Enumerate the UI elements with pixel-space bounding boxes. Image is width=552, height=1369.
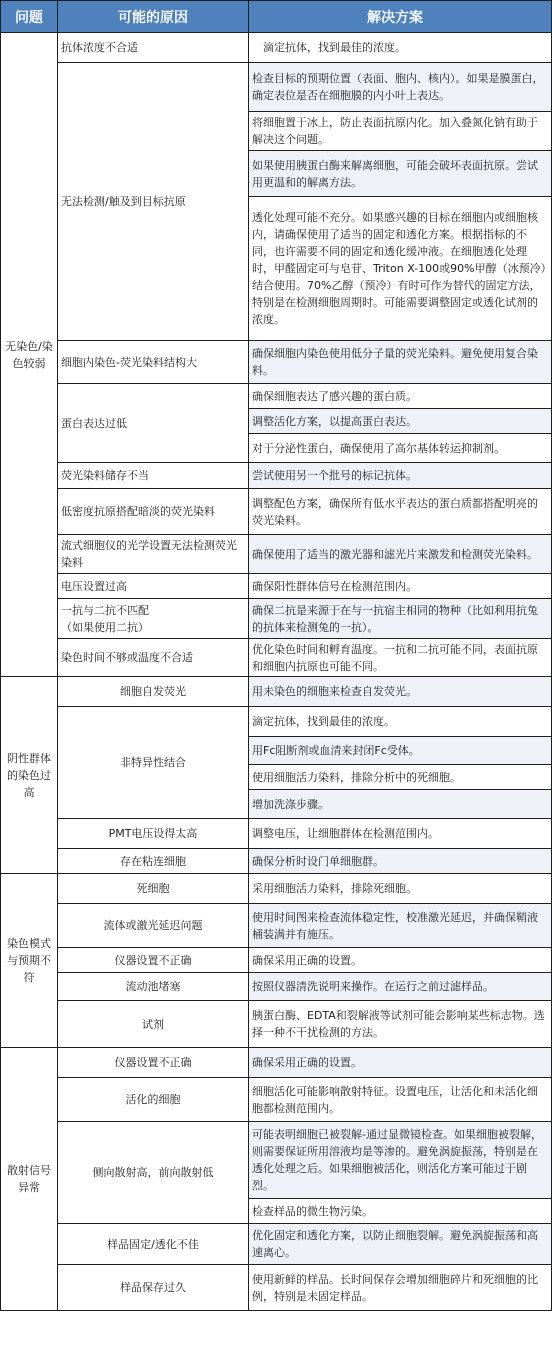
table-row [1, 639, 552, 677]
cause-cell: 染色时间不够或温度不合适 [58, 639, 249, 677]
cause-cell: 电压设置过高 [58, 574, 249, 599]
cause-cell: 活化的细胞 [58, 1078, 249, 1122]
solution-cell: 确保分析时设门单细胞群。 [249, 849, 552, 874]
table-row [1, 1224, 552, 1265]
solution-cell: 调整活化方案，以提高蛋白表达。 [249, 409, 552, 434]
solution-cell: 用未染色的细胞来检查自发荧光。 [249, 677, 552, 707]
header-row [1, 1, 552, 33]
table-row [1, 33, 552, 63]
cause-cell: 仪器设置不正确 [58, 1048, 249, 1078]
table-row [1, 707, 552, 737]
cause-cell: PMT电压设得太高 [58, 819, 249, 849]
table-row [1, 874, 552, 904]
cause-cell: 样品保存过久 [58, 1265, 249, 1311]
table-row [1, 819, 552, 849]
solution-cell: 如果使用胰蛋白酶来解离细胞，可能会破坏表面抗原。尝试用更温和的解离方法。 [249, 151, 552, 197]
cause-cell: 细胞内染色-荧光染料结构大 [58, 341, 249, 384]
solution-cell: 对于分泌性蛋白，确保使用了高尔基体转运抑制剂。 [249, 434, 552, 463]
solution-cell: 使用时间图来检查流体稳定性，校准激光延迟，并确保鞘液桶装满并有施压。 [249, 904, 552, 948]
table-row [1, 384, 552, 409]
table-row [1, 904, 552, 948]
table-row [1, 1122, 552, 1199]
solution-cell: 确保细胞表达了感兴趣的蛋白质。 [249, 384, 552, 409]
cause-cell: 存在粘连细胞 [58, 849, 249, 874]
solution-cell: 确保采用正确的设置。 [249, 1048, 552, 1078]
cause-cell: 流式细胞仪的光学设置无法检测荧光染料 [58, 535, 249, 574]
table-row [1, 341, 552, 384]
solution-cell: 增加洗涤步骤。 [249, 790, 552, 819]
cause-cell: 仪器设置不正确 [58, 948, 249, 973]
solution-cell: 确保阳性群体信号在检测范围内。 [249, 574, 552, 599]
table-row [1, 849, 552, 874]
table-row [1, 63, 552, 112]
issue-cell: 染色模式与预期不符 [1, 874, 58, 1048]
solution-cell: 检查目标的预期位置（表面、胞内、核内）。如果是膜蛋白，确定表位是否在细胞膜的内小叶上表达。 [249, 63, 552, 112]
solution-cell: 将细胞置于冰上，防止表面抗原内化。加入叠氮化钠有助于解决这个问题。 [249, 112, 552, 151]
table-row [1, 948, 552, 973]
solution-cell: 使用新鲜的样品。长时间保存会增加细胞碎片和死细胞的比例，特别是未固定样品。 [249, 1265, 552, 1311]
header-issue: 问题 [1, 1, 58, 33]
solution-cell: 优化固定和透化方案，以防止细胞裂解。避免涡旋振荡和高速离心。 [249, 1224, 552, 1265]
solution-cell: 按照仪器清洗说明来操作。在运行之前过滤样品。 [249, 973, 552, 1001]
table-row [1, 574, 552, 599]
cause-cell: 非特异性结合 [58, 707, 249, 819]
table-row [1, 1048, 552, 1078]
header-cause: 可能的原因 [58, 1, 249, 33]
cause-cell: 一抗与二抗不匹配 （如果使用二抗） [58, 599, 249, 639]
solution-cell: 调整电压，让细胞群体在检测范围内。 [249, 819, 552, 849]
cause-cell: 细胞自发荧光 [58, 677, 249, 707]
solution-cell: 可能表明细胞已被裂解-通过显微镜检查。如果细胞被裂解，则需要保证所用溶液均是等渗的。避免涡旋振荡，特别是在透化处理之后。如果细胞被活化，则活化方案可能过于剧烈。 [249, 1122, 552, 1199]
table-row [1, 973, 552, 1001]
issue-cell: 散射信号异常 [1, 1048, 58, 1311]
table-row [1, 535, 552, 574]
solution-cell: 使用细胞活力染料，排除分析中的死细胞。 [249, 765, 552, 790]
solution-cell: 透化处理可能不充分。如果感兴趣的目标在细胞内或细胞核内，请确保使用了适当的固定和透化方案。根据指标的不同，也许需要不同的固定和透化缓冲液。在细胞透化处理时，甲醛固定可与皂苷、Triton X-100或90%甲醇（冰预冷）结合使用。70%乙醇（预冷）有时可作为替代的固定方法，特别是在检测细胞周期时。可能需要调整固定或透化试剂的浓度。 [249, 197, 552, 341]
issue-cell: 阴性群体的染色过高 [1, 677, 58, 874]
solution-cell: 调整配色方案，确保所有低水平表达的蛋白质都搭配明亮的荧光染料。 [249, 489, 552, 535]
table-row [1, 1001, 552, 1048]
cause-cell: 蛋白表达过低 [58, 384, 249, 463]
solution-cell: 胰蛋白酶、EDTA和裂解液等试剂可能会影响某些标志物。选择一种不干扰检测的方法。 [249, 1001, 552, 1048]
table-row [1, 489, 552, 535]
cause-cell: 低密度抗原搭配暗淡的荧光染料 [58, 489, 249, 535]
cause-cell: 流动池堵塞 [58, 973, 249, 1001]
table-row [1, 463, 552, 489]
table-row [1, 677, 552, 707]
solution-cell: 确保二抗是来源于在与一抗宿主相同的物种（比如利用抗兔的抗体来检测兔的一抗）。 [249, 599, 552, 639]
table-row [1, 599, 552, 639]
solution-cell: 确保采用正确的设置。 [249, 948, 552, 973]
solution-cell: 滴定抗体，找到最佳的浓度。 [249, 707, 552, 737]
solution-cell: 优化染色时间和孵育温度。一抗和二抗可能不同，表面抗原和细胞内抗原也可能不同。 [249, 639, 552, 677]
table-row [1, 1265, 552, 1311]
solution-cell: 确保细胞内染色使用低分子量的荧光染料。避免使用复合染料。 [249, 341, 552, 384]
table-row [1, 1078, 552, 1122]
issue-cell: 无染色/染色较弱 [1, 33, 58, 677]
cause-cell: 样品固定/透化不佳 [58, 1224, 249, 1265]
header-solution: 解决方案 [249, 1, 552, 33]
solution-cell: 细胞活化可能影响散射特征。设置电压，让活化和未活化细胞都检测范围内。 [249, 1078, 552, 1122]
solution-cell: 检查样品的微生物污染。 [249, 1199, 552, 1224]
cause-cell: 无法检测/触及到目标抗原 [58, 63, 249, 341]
solution-cell: 确保使用了适当的激光器和滤光片来激发和检测荧光染料。 [249, 535, 552, 574]
cause-cell: 流体或激光延迟问题 [58, 904, 249, 948]
cause-cell: 抗体浓度不合适 [58, 33, 249, 63]
cause-cell: 侧向散射高，前向散射低 [58, 1122, 249, 1224]
solution-cell: 尝试使用另一个批号的标记抗体。 [249, 463, 552, 489]
cause-cell: 死细胞 [58, 874, 249, 904]
solution-cell: 滴定抗体，找到最佳的浓度。 [249, 33, 552, 63]
solution-cell: 用Fc阻断剂或血清来封闭Fc受体。 [249, 737, 552, 765]
table-body [1, 33, 552, 1311]
cause-cell: 试剂 [58, 1001, 249, 1048]
cause-cell: 荧光染料储存不当 [58, 463, 249, 489]
solution-cell: 采用细胞活力染料，排除死细胞。 [249, 874, 552, 904]
